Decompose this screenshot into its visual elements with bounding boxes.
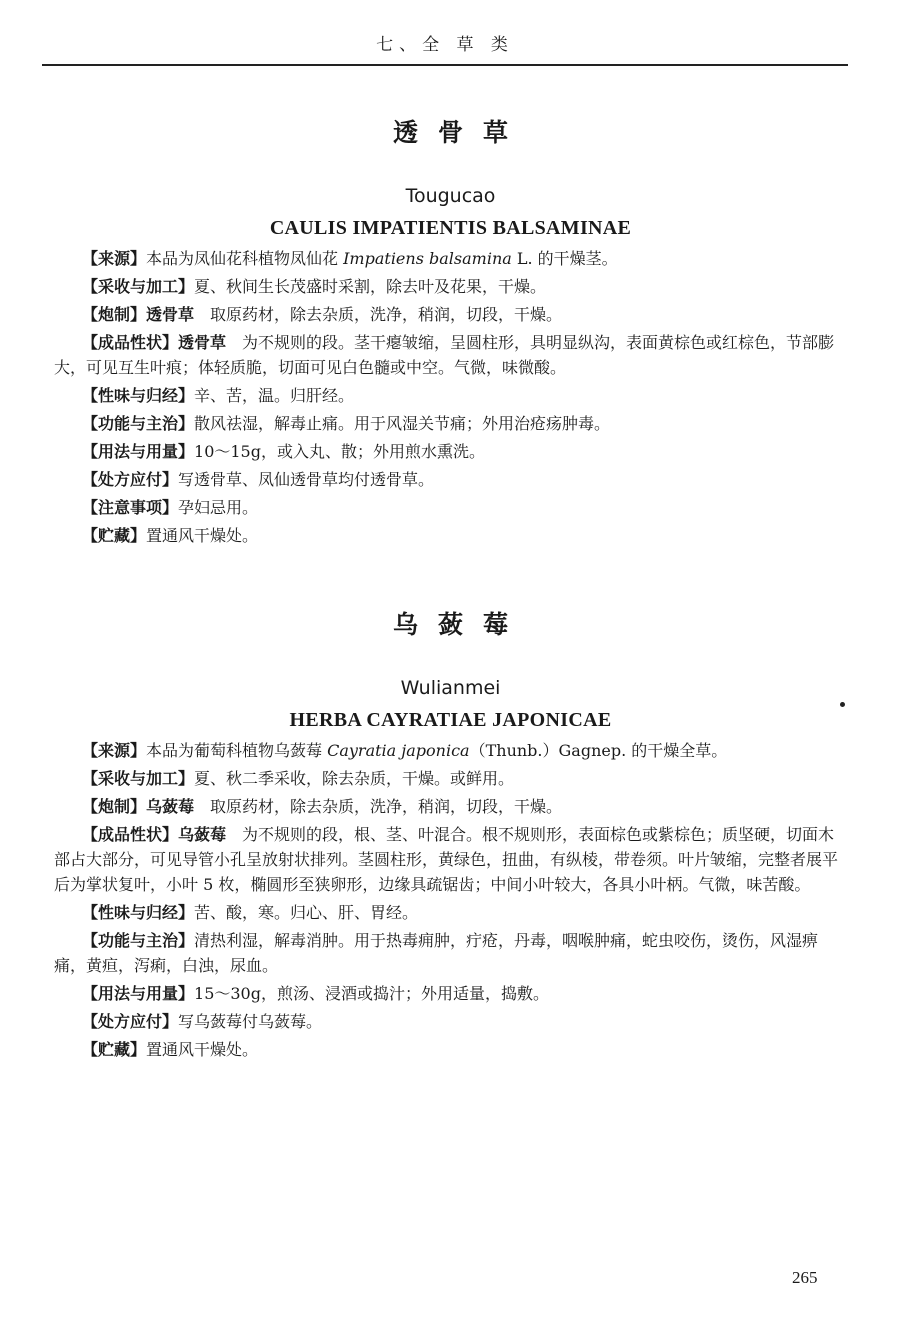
monograph-section — [54, 302, 848, 327]
section-label: 【功能与主治】 — [82, 414, 195, 433]
section-label: 【来源】 — [82, 249, 147, 268]
entry-latin-name: HERBA CAYRATIAE JAPONICAE — [289, 709, 612, 731]
section-text: 写乌蔹莓付乌蔹莓。 — [178, 1012, 323, 1031]
monograph-section — [54, 900, 848, 925]
section-label: 【处方应付】 — [82, 1012, 179, 1031]
section-text: 本品为凤仙花科植物凤仙花 — [146, 249, 344, 268]
section-sublabel: 乌蔹莓 — [178, 825, 227, 844]
section-label: 【性味与归经】 — [82, 903, 195, 922]
section-text: 15～30g，煎汤、浸酒或捣汁；外用适量，捣敷。 — [194, 984, 549, 1003]
header-rule — [42, 64, 848, 66]
entry-pinyin: Wulianmei — [400, 677, 501, 699]
section-label: 【性味与归经】 — [82, 386, 195, 405]
section-text: 置通风干燥处。 — [146, 1040, 259, 1059]
monograph-section — [54, 738, 848, 763]
section-sublabel: 透骨草 — [178, 333, 227, 352]
section-sublabel: 乌蔹莓 — [146, 797, 195, 816]
ink-dot — [840, 702, 845, 707]
entry-title-cn: 乌蔹莓 — [392, 610, 528, 639]
entry-sections — [0, 738, 901, 1062]
entry-tougucao — [0, 113, 901, 548]
section-text: L. 的干燥茎。 — [511, 249, 618, 268]
section-label: 【炮制】 — [82, 305, 147, 324]
section-text: 苦、酸，寒。归心、肝、胃经。 — [194, 903, 419, 922]
section-text: 10～15g，或入丸、散；外用煎水熏洗。 — [194, 442, 485, 461]
section-label: 【来源】 — [82, 741, 147, 760]
monograph-section — [54, 246, 848, 271]
section-label: 【功能与主治】 — [82, 931, 195, 950]
monograph-section — [54, 467, 848, 492]
section-label: 【用法与用量】 — [82, 984, 195, 1003]
section-label: 【成品性状】 — [82, 825, 179, 844]
section-text: 取原药材，除去杂质，洗净，稍润，切段，干燥。 — [194, 305, 563, 324]
section-text: 置通风干燥处。 — [146, 526, 259, 545]
monograph-section — [54, 274, 848, 299]
section-text: 辛、苦，温。归肝经。 — [194, 386, 355, 405]
entry-title-cn: 透骨草 — [392, 118, 528, 147]
section-text: 为不规则的段。茎干瘪皱缩，呈圆柱形，具明显纵沟，表面黄棕色或红棕色，节部膨大，可见互生叶痕；体轻质脆，切面可见白色髓或中空。气微，味微酸。 — [54, 333, 835, 377]
monograph-section — [54, 330, 848, 380]
monograph-section — [54, 766, 848, 791]
monograph-section — [54, 523, 848, 548]
section-label: 【采收与加工】 — [82, 277, 195, 296]
monograph-section — [54, 1037, 848, 1062]
section-text: 夏、秋二季采收，除去杂质，干燥。或鲜用。 — [194, 769, 515, 788]
section-label: 【注意事项】 — [82, 498, 179, 517]
monograph-section — [54, 383, 848, 408]
section-label: 【处方应付】 — [82, 470, 179, 489]
monograph-section — [54, 794, 848, 819]
section-text: 为不规则的段，根、茎、叶混合。根不规则形，表面棕色或紫棕色；质坚硬，切面木部占大部分，可见导管小孔呈放射状排列。茎圆柱形，黄绿色，扭曲，有纵棱，带卷须。叶片皱缩，完整者展平后为掌状复叶，小叶 5 枚，椭圆形至狭卵形，边缘具疏锯齿；中间小叶较大，各具小叶柄。气微，味苦酸。 — [54, 825, 839, 894]
monograph-section — [54, 1009, 848, 1034]
section-label: 【贮藏】 — [82, 1040, 147, 1059]
section-text: 夏、秋间生长茂盛时采割，除去叶及花果，干燥。 — [194, 277, 547, 296]
monograph-section — [54, 495, 848, 520]
entry-sections — [0, 246, 901, 548]
section-label: 【用法与用量】 — [82, 442, 195, 461]
monograph-section — [54, 981, 848, 1006]
entry-wulianmei — [0, 605, 901, 1062]
section-sublabel: 透骨草 — [146, 305, 195, 324]
monograph-section — [54, 411, 848, 436]
species-name: Cayratia japonica — [327, 741, 470, 760]
section-label: 【贮藏】 — [82, 526, 147, 545]
section-label: 【采收与加工】 — [82, 769, 195, 788]
page-number: 265 — [792, 1268, 818, 1287]
species-name: Impatiens balsamina — [343, 249, 512, 268]
section-label: 【炮制】 — [82, 797, 147, 816]
entry-pinyin: Tougucao — [405, 185, 496, 207]
monograph-section — [54, 822, 848, 897]
section-text: 清热利湿，解毒消肿。用于热毒痈肿，疔疮，丹毒，咽喉肿痛，蛇虫咬伤，烫伤，风湿痹痛，黄疸，泻痢，白浊，尿血。 — [54, 931, 819, 975]
section-label: 【成品性状】 — [82, 333, 179, 352]
section-text: 散风祛湿，解毒止痛。用于风湿关节痛；外用治疮疡肿毒。 — [194, 414, 611, 433]
monograph-section — [54, 439, 848, 464]
section-text: 本品为葡萄科植物乌蔹莓 — [146, 741, 328, 760]
section-text: 取原药材，除去杂质，洗净，稍润，切段，干燥。 — [194, 797, 563, 816]
section-text: 写透骨草、凤仙透骨草均付透骨草。 — [178, 470, 435, 489]
section-text: 孕妇忌用。 — [178, 498, 259, 517]
entry-latin-name: CAULIS IMPATIENTIS BALSAMINAE — [269, 217, 632, 239]
monograph-section — [54, 928, 848, 978]
running-header: 七、全 草 类 — [376, 35, 514, 55]
section-text: （Thunb.）Gagnep. 的干燥全草。 — [469, 741, 728, 760]
